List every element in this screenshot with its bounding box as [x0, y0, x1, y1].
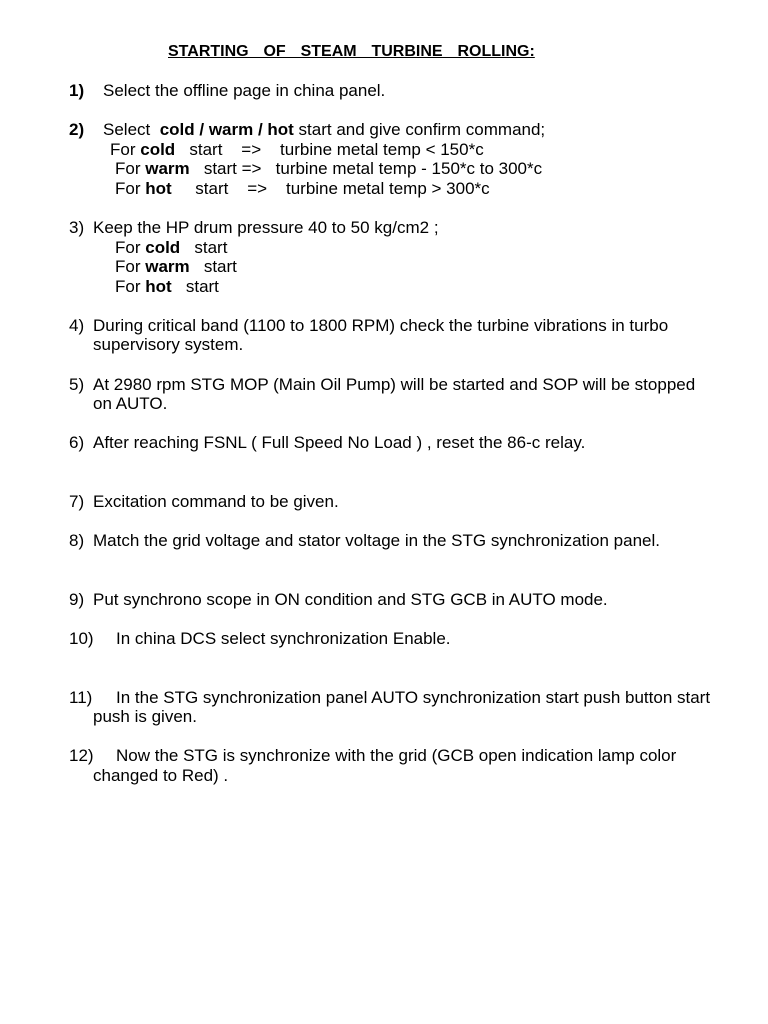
row-mode: warm: [145, 257, 190, 276]
step-11-line-2: push is given.: [93, 707, 197, 726]
step-8-number: 8): [69, 531, 85, 550]
row-prefix: For: [115, 159, 146, 178]
row-prefix: For: [115, 179, 146, 198]
row-mode: hot: [145, 179, 172, 198]
step-4-line-1: During critical band (1100 to 1800 RPM) check the turbine vibrations in turbo: [93, 316, 669, 335]
step-3-text: Keep the HP drum pressure 40 to 50 kg/cm2 ;: [93, 218, 439, 237]
row-prefix: For: [115, 238, 146, 257]
step-2-row-warm: [115, 159, 542, 179]
step-3-row-warm: [115, 257, 237, 277]
step-6-text: After reaching FSNL ( Full Speed No Load ) , reset the 86-c relay.: [93, 433, 586, 452]
step-5-line-2: on AUTO.: [93, 394, 168, 413]
step-10-text: In china DCS select synchronization Enable.: [116, 629, 451, 648]
step-5-number: 5): [69, 375, 85, 394]
row-detail: start: [189, 257, 237, 276]
row-prefix: For: [115, 257, 146, 276]
step-12-number: 12): [69, 746, 94, 765]
row-mode: hot: [145, 277, 172, 296]
step-7-text: Excitation command to be given.: [93, 492, 339, 511]
step-2-modes: cold / warm / hot: [159, 120, 294, 139]
step-1-number: 1): [69, 81, 85, 100]
step-3-number: 3): [69, 218, 85, 237]
step-2-pre: Select: [103, 120, 160, 139]
row-detail: start => turbine metal temp - 150*c to 300*c: [189, 159, 543, 178]
step-2-row-cold: [110, 140, 484, 160]
step-11-line-1: In the STG synchronization panel AUTO synchronization start push button start: [116, 688, 711, 707]
step-11-number: 11): [69, 688, 93, 707]
step-12-line-1: Now the STG is synchronize with the grid (GCB open indication lamp color: [116, 746, 677, 765]
step-2-post: start and give confirm command;: [293, 120, 546, 139]
step-12-line-2: changed to Red) .: [93, 766, 229, 785]
row-detail: start => turbine metal temp < 150*c: [175, 140, 484, 159]
row-mode: cold: [145, 238, 181, 257]
step-4-line-2: supervisory system.: [93, 335, 244, 354]
step-4-number: 4): [69, 316, 85, 335]
step-3-row-hot: [115, 277, 219, 297]
step-1-text: Select the offline page in china panel.: [103, 81, 386, 100]
step-7-number: 7): [69, 492, 85, 511]
row-prefix: For: [110, 140, 141, 159]
step-2-row-hot: [115, 179, 490, 199]
page-title: STARTING OF STEAM TURBINE ROLLING:: [168, 43, 535, 60]
step-10-number: 10): [69, 629, 94, 648]
step-9-text: Put synchrono scope in ON condition and STG GCB in AUTO mode.: [93, 590, 608, 609]
row-mode: cold: [140, 140, 176, 159]
step-8-text: Match the grid voltage and stator voltage in the STG synchronization panel.: [93, 531, 660, 550]
step-6-number: 6): [69, 433, 85, 452]
step-3-row-cold: [115, 238, 227, 258]
row-detail: start: [180, 238, 228, 257]
step-2-number: 2): [69, 120, 85, 139]
row-detail: start => turbine metal temp > 300*c: [171, 179, 490, 198]
row-detail: start: [171, 277, 219, 296]
row-prefix: For: [115, 277, 146, 296]
row-mode: warm: [145, 159, 190, 178]
step-9-number: 9): [69, 590, 85, 609]
step-2-text: [103, 120, 545, 140]
step-5-line-1: At 2980 rpm STG MOP (Main Oil Pump) will be started and SOP will be stopped: [93, 375, 696, 394]
